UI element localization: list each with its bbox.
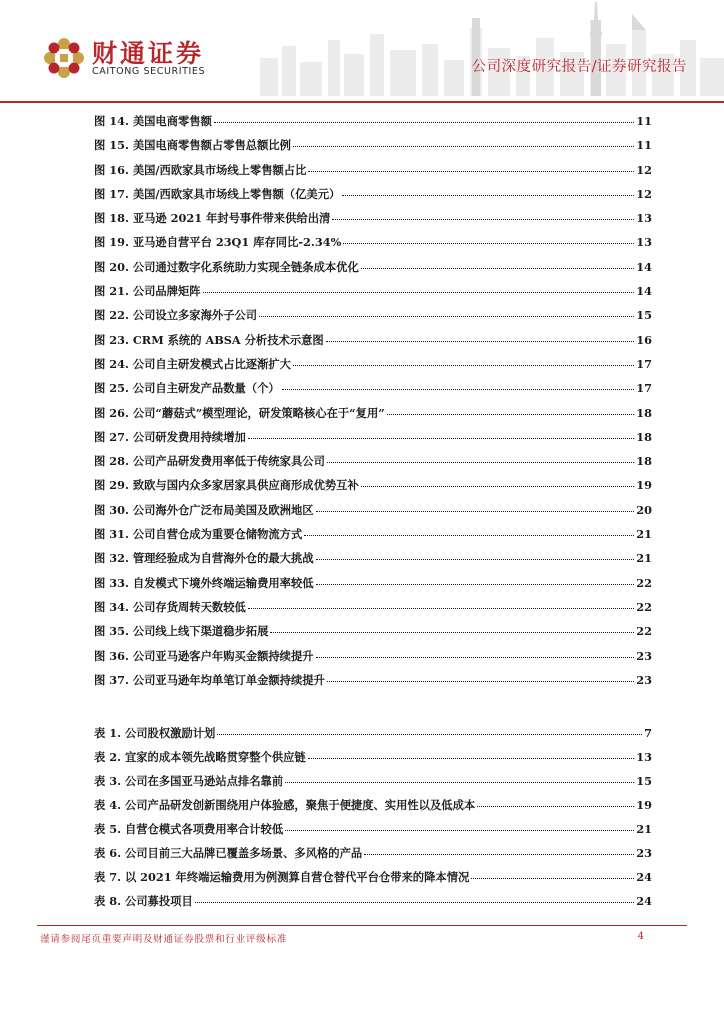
- toc-dot-leader: [285, 829, 634, 831]
- toc-dot-leader: [293, 364, 634, 366]
- report-type-title: 公司深度研究报告/证券研究报告: [471, 59, 687, 75]
- toc-entry-page: 21: [636, 551, 652, 566]
- toc-dot-leader: [203, 291, 635, 293]
- toc-dot-leader: [293, 145, 634, 147]
- toc-entry-label: 图 14. 美国电商零售额: [94, 114, 212, 128]
- toc-entry-label: 图 19. 亚马逊自营平台 23Q1 库存同比-2.34%: [94, 235, 342, 250]
- toc-entry-table-5[interactable]: [94, 821, 652, 845]
- toc-entry-figure-23[interactable]: [94, 332, 652, 356]
- toc-dot-leader: [364, 853, 634, 855]
- toc-entry-label: 图 31. 公司自营仓成为重要仓储物流方式: [94, 527, 303, 542]
- toc-entry-table-7[interactable]: [94, 869, 652, 893]
- toc-entry-label: 表 5. 自营仓模式各项费用率合计较低: [94, 822, 284, 836]
- toc-entry-label: 图 36. 公司亚马逊客户年购买金额持续提升: [94, 648, 314, 663]
- toc-dot-leader: [270, 631, 634, 633]
- toc-entry-page: 7: [644, 726, 652, 740]
- toc-entry-page: 17: [636, 381, 652, 396]
- toc-entry-label: 图 32. 管理经验成为自营海外仓的最大挑战: [94, 551, 314, 566]
- toc-entry-figure-18[interactable]: [94, 210, 652, 234]
- toc-entry-figure-31[interactable]: [94, 526, 652, 550]
- toc-entry-page: 16: [636, 332, 652, 347]
- toc-entry-label: 表 1. 公司股权激励计划: [94, 726, 216, 740]
- toc-entry-figure-27[interactable]: [94, 429, 652, 453]
- toc-entry-label: 图 35. 公司线上线下渠道稳步拓展: [94, 624, 269, 639]
- header-divider: [0, 101, 724, 103]
- toc-entry-label: 图 30. 公司海外仓广泛布局美国及欧洲地区: [94, 502, 314, 517]
- toc-dot-leader: [248, 607, 634, 609]
- toc-entry-figure-15[interactable]: [94, 137, 652, 161]
- toc-entry-figure-14[interactable]: [94, 113, 652, 137]
- toc-entry-label: 图 21. 公司品牌矩阵: [94, 284, 201, 299]
- toc-entry-page: 17: [636, 356, 652, 371]
- toc-entry-page: 14: [636, 284, 652, 299]
- toc-entry-page: 12: [636, 162, 652, 177]
- toc-entry-figure-34[interactable]: [94, 599, 652, 623]
- toc-entry-label: 图 25. 公司自主研发产品数量（个）: [94, 381, 280, 396]
- toc-entry-page: 13: [636, 750, 652, 764]
- toc-entry-page: 18: [636, 429, 652, 444]
- toc-entry-label: 图 34. 公司存货周转天数较低: [94, 599, 246, 614]
- toc-entry-table-2[interactable]: [94, 749, 652, 773]
- toc-dot-leader: [342, 194, 634, 196]
- toc-entry-table-8[interactable]: [94, 893, 652, 917]
- toc-entry-page: 12: [636, 186, 652, 201]
- toc-entry-figure-25[interactable]: [94, 380, 652, 404]
- toc-entry-page: 21: [636, 822, 652, 836]
- toc-dot-leader: [327, 680, 634, 682]
- toc-entry-label: 图 33. 自发模式下境外终端运输费用率较低: [94, 575, 314, 590]
- toc-dot-leader: [326, 340, 635, 342]
- toc-entry-figure-29[interactable]: [94, 477, 652, 501]
- toc-entry-figure-35[interactable]: [94, 623, 652, 647]
- toc-entry-label: 图 16. 美国/西欧家具市场线上零售额占比: [94, 162, 307, 177]
- page-number: 4: [637, 931, 644, 942]
- toc-entry-label: 图 27. 公司研发费用持续增加: [94, 429, 246, 444]
- toc-entry-figure-36[interactable]: [94, 648, 652, 672]
- toc-dot-leader: [282, 388, 635, 390]
- toc-entry-page: 18: [636, 454, 652, 469]
- toc-entry-page: 23: [636, 648, 652, 663]
- toc-entry-figure-32[interactable]: [94, 550, 652, 574]
- toc-entry-page: 13: [636, 235, 652, 250]
- toc-dot-leader: [316, 510, 635, 512]
- toc-entry-page: 23: [636, 846, 652, 860]
- toc-entry-page: 22: [636, 599, 652, 614]
- toc-entry-label: 图 24. 公司自主研发模式占比逐渐扩大: [94, 356, 291, 371]
- toc-entry-figure-16[interactable]: [94, 162, 652, 186]
- toc-dot-leader: [308, 170, 634, 172]
- toc-entry-figure-19[interactable]: [94, 234, 652, 258]
- toc-dot-leader: [332, 218, 634, 220]
- toc-entry-page: 24: [636, 894, 652, 908]
- toc-entry-page: 15: [636, 774, 652, 788]
- toc-dot-leader: [343, 242, 634, 244]
- toc-dot-leader: [361, 485, 635, 487]
- toc-dot-leader: [361, 267, 635, 269]
- page-header: [0, 0, 724, 104]
- toc-entry-label: 图 22. 公司设立多家海外子公司: [94, 308, 258, 323]
- toc-entry-page: 18: [636, 405, 652, 420]
- toc-dot-leader: [316, 558, 635, 560]
- toc-entry-figure-37[interactable]: [94, 672, 652, 696]
- toc-entry-label: 表 7. 以 2021 年终端运输费用为例测算自营仓替代平台仓带来的降本情况: [94, 870, 470, 884]
- brand-name-cn: 财通证券: [92, 39, 205, 68]
- brand-name-en: CAITONG SECURITIES: [92, 66, 206, 77]
- toc-dot-leader: [477, 805, 634, 807]
- toc-entry-page: 13: [636, 211, 652, 226]
- toc-entry-page: 11: [636, 138, 652, 153]
- tables-toc: [94, 725, 652, 917]
- footer-divider: [37, 925, 687, 926]
- city-skyline-graphic: [250, 0, 724, 96]
- toc-entry-figure-20[interactable]: [94, 259, 652, 283]
- toc-dot-leader: [327, 461, 634, 463]
- toc-dot-leader: [471, 877, 634, 879]
- toc-dot-leader: [214, 121, 634, 123]
- toc-entry-figure-17[interactable]: [94, 186, 652, 210]
- toc-entry-label: 图 37. 公司亚马逊年均单笔订单金额持续提升: [94, 672, 325, 687]
- toc-entry-label: 表 2. 宜家的成本领先战略贯穿整个供应链: [94, 750, 306, 764]
- toc-entry-label: 图 23. CRM 系统的 ABSA 分析技术示意图: [94, 332, 324, 347]
- toc-dot-leader: [259, 315, 634, 317]
- toc-dot-leader: [248, 437, 634, 439]
- toc-dot-leader: [316, 583, 635, 585]
- toc-entry-page: 14: [636, 259, 652, 274]
- toc-entry-figure-28[interactable]: [94, 453, 652, 477]
- toc-entry-label: 表 8. 公司募投项目: [94, 894, 193, 908]
- toc-dot-leader: [304, 534, 634, 536]
- toc-entry-label: 图 15. 美国电商零售额占零售总额比例: [94, 138, 291, 153]
- toc-entry-label: 表 6. 公司目前三大品牌已覆盖多场景、多风格的产品: [94, 846, 363, 860]
- toc-entry-label: 图 20. 公司通过数字化系统助力实现全链条成本优化: [94, 259, 359, 274]
- toc-entry-figure-24[interactable]: [94, 356, 652, 380]
- toc-dot-leader: [217, 733, 642, 735]
- toc-entry-page: 20: [636, 502, 652, 517]
- toc-entry-page: 22: [636, 624, 652, 639]
- toc-entry-label: 图 28. 公司产品研发费用率低于传统家具公司: [94, 454, 325, 469]
- toc-dot-leader: [316, 656, 635, 658]
- toc-entry-page: 19: [636, 798, 652, 812]
- toc-entry-page: 22: [636, 575, 652, 590]
- toc-entry-page: 19: [636, 478, 652, 493]
- toc-entry-page: 24: [636, 870, 652, 884]
- toc-entry-figure-26[interactable]: [94, 405, 652, 429]
- toc-entry-table-3[interactable]: [94, 773, 652, 797]
- toc-entry-figure-21[interactable]: [94, 283, 652, 307]
- toc-entry-label: 图 18. 亚马逊 2021 年封号事件带来供给出清: [94, 211, 331, 226]
- toc-entry-label: 表 4. 公司产品研发创新围绕用户体验感，聚焦于便捷度、实用性以及低成本: [94, 798, 476, 812]
- toc-entry-table-4[interactable]: [94, 797, 652, 821]
- toc-entry-page: 21: [636, 527, 652, 542]
- toc-entry-figure-30[interactable]: [94, 502, 652, 526]
- footer-disclaimer: 谨请参阅尾页重要声明及财通证券股票和行业评级标准: [40, 934, 288, 945]
- toc-dot-leader: [308, 757, 635, 759]
- toc-dot-leader: [195, 901, 635, 903]
- toc-entry-table-1[interactable]: [94, 725, 652, 749]
- toc-entry-label: 图 26. 公司“蘑菇式”模型理论，研发策略核心在于“复用”: [94, 405, 385, 420]
- toc-entry-label: 表 3. 公司在多国亚马逊站点排名靠前: [94, 774, 284, 788]
- figures-toc: [94, 113, 652, 696]
- caitong-logo-icon: [44, 38, 84, 78]
- toc-entry-table-6[interactable]: [94, 845, 652, 869]
- toc-entry-page: 15: [636, 308, 652, 323]
- toc-entry-label: 图 29. 致欧与国内众多家居家具供应商形成优势互补: [94, 478, 359, 493]
- toc-dot-leader: [387, 413, 635, 415]
- toc-entry-figure-22[interactable]: [94, 307, 652, 331]
- toc-entry-label: 图 17. 美国/西欧家具市场线上零售额（亿美元）: [94, 186, 341, 201]
- toc-dot-leader: [285, 781, 634, 783]
- toc-entry-figure-33[interactable]: [94, 575, 652, 599]
- toc-entry-page: 23: [636, 672, 652, 687]
- toc-entry-page: 11: [636, 114, 652, 128]
